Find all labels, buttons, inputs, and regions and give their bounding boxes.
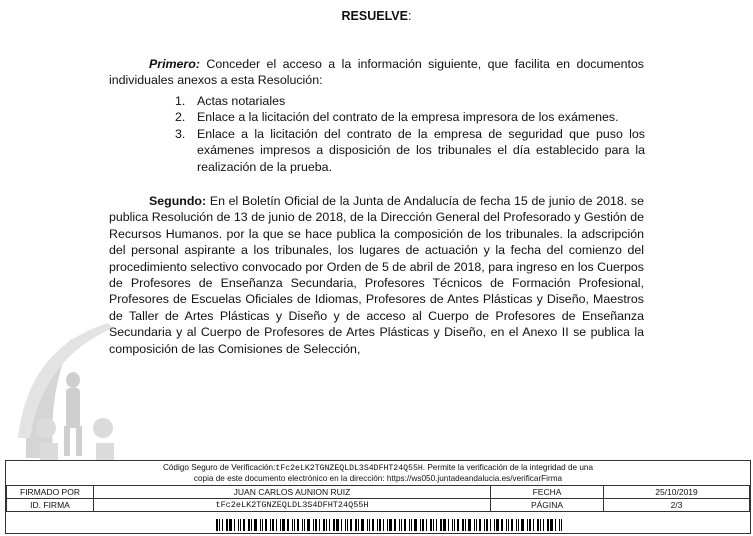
barcode-bar: [243, 519, 245, 531]
list-item-text: Enlace a la licitación del contrato de la empresa impresora de los exámenes.: [197, 110, 619, 125]
barcode-bar: [543, 519, 544, 531]
barcode-bar: [294, 519, 295, 531]
barcode-bar: [287, 519, 289, 531]
heading-colon: :: [407, 9, 412, 23]
barcode-bar: [226, 519, 228, 531]
heading-title: RESUELVE: [341, 9, 408, 23]
resolution-heading: [0, 9, 753, 23]
barcode-bar: [260, 519, 261, 531]
verification-notice: [6, 461, 750, 485]
barcode-bar: [319, 519, 320, 531]
barcode-bar: [304, 519, 305, 531]
barcode-bar: [355, 519, 357, 531]
barcode-bar: [251, 519, 252, 531]
barcode-bar: [426, 519, 427, 531]
document-list: [175, 93, 645, 175]
barcode-bar: [219, 519, 220, 531]
list-item-text: Actas notariales: [197, 94, 286, 108]
barcode-bar: [448, 519, 449, 531]
barcode-bar: [401, 519, 402, 531]
barcode-bar: [420, 519, 421, 531]
barcode-bar: [409, 519, 410, 531]
barcode-bar: [270, 519, 271, 531]
barcode-bar: [468, 519, 471, 531]
barcode-bar: [313, 519, 314, 531]
barcode-bar: [276, 519, 277, 531]
barcode-bar: [465, 519, 466, 531]
barcode-bar: [369, 519, 370, 531]
barcode-bar: [216, 519, 218, 531]
barcode-bar: [323, 519, 325, 531]
barcode-bar: [559, 519, 560, 531]
barcode-bar: [297, 519, 299, 531]
junta-andalucia-emblem-icon: [18, 318, 128, 463]
barcode-bar: [511, 519, 513, 531]
signature-id-value: tFc2eLK2TGNZEQLDL3S4DFHT24Q55H: [94, 499, 491, 512]
barcode-bar: [367, 519, 368, 531]
list-item-number: 1.: [175, 94, 186, 108]
barcode-bar: [533, 519, 534, 531]
barcode-bar: [506, 519, 507, 531]
segundo-lead: Segundo:: [149, 194, 207, 208]
barcode-bar: [222, 519, 223, 531]
barcode-bar: [443, 519, 446, 531]
barcode-bar: [433, 519, 434, 531]
signed-by-label: FIRMADO POR: [7, 486, 94, 499]
primero-lead: Primero:: [149, 57, 200, 71]
paragraph-segundo: [109, 193, 644, 357]
barcode-bar: [292, 519, 293, 531]
barcode-bar: [336, 519, 339, 531]
barcode-bar: [302, 519, 303, 531]
barcode-bar: [307, 519, 310, 531]
barcode-bar: [508, 519, 509, 531]
barcode-bar: [272, 519, 274, 531]
barcode-bar: [358, 519, 359, 531]
barcode-bar: [518, 519, 519, 531]
signature-table: [6, 485, 750, 512]
barcode-bar: [383, 519, 384, 531]
barcode-bar: [422, 519, 424, 531]
page-value: 2/3: [604, 499, 750, 512]
barcode-bar: [555, 519, 556, 531]
barcode-bar: [430, 519, 432, 531]
barcode-bar: [521, 519, 524, 531]
barcode-bar: [399, 519, 400, 531]
barcode-bar: [501, 519, 503, 531]
table-row: [7, 486, 750, 499]
list-item: [175, 109, 645, 125]
barcode-bar: [379, 519, 381, 531]
barcode-bar: [347, 519, 348, 531]
barcode-bar: [254, 519, 257, 531]
barcode-bar: [490, 519, 491, 531]
paragraph-primero: [109, 56, 644, 89]
barcode-bar: [240, 519, 241, 531]
segundo-text: En el Boletín Oficial de la Junta de Andalucía de fecha 15 de junio de 2018. se publica Resolución de 13 de junio de 2018, de la Dirección General del Profesorado y Gestión de Recursos Humanos. por la que se hace publica la composición de los tribunales. la adscripción del personal aspirante a los tribunales, los lugares de actuación y la fecha del comienzo del procedimiento selectivo convocado por Orden de 5 de abril de 2018, para ingreso en los Cuerpos de Profesores de Enseñanza Secundaria, Profesores Técnicos de Formación Profesional, Profesores de Escuelas Oficiales de Idiomas, Profesores de Antes Plásticas y Diseño, Maestros de Taller de Artes Plásticas y Diseño y de acceso al Cuerpo de Profesores de Enseñanza Secundaria y al Cuerpo de Profesores de Artes Plásticas y Diseño, en el Anexo II se publica la composición de las Comisiones de Selección,: [109, 194, 644, 356]
barcode-bar: [387, 519, 388, 531]
barcode-bar: [479, 519, 481, 531]
barcode-bar: [474, 519, 475, 531]
barcode-bar: [411, 519, 412, 531]
barcode-bar: [414, 519, 417, 531]
csv-code: tFc2eLK2TGNZEQLDL3S4DFHT24Q55H: [275, 464, 423, 473]
barcode-bar: [389, 519, 392, 531]
csv-text-2: copia de este documento electrónico en la dirección: https://ws050.juntadeandalucia.es/verificarFirma: [193, 473, 563, 483]
list-item-number: 3.: [175, 126, 186, 141]
date-label: FECHA: [491, 486, 604, 499]
barcode-bar: [234, 519, 235, 531]
date-value: 25/10/2019: [604, 486, 750, 499]
signature-id-label: ID. FIRMA: [7, 499, 94, 512]
list-item-text: Enlace a la licitación del contrato de la empresa de seguridad que puso los exámenes impresos a disposición de los tribunales el día establecido para la realización de la prueba.: [197, 126, 645, 174]
barcode-bar: [248, 519, 250, 531]
csv-text-1: . Permite la verificación de la integridad de una: [422, 463, 594, 472]
barcode-bar: [457, 519, 459, 531]
barcode-bar: [394, 519, 396, 531]
csv-label: Código Seguro de Verificación:: [162, 463, 276, 472]
barcode-bar: [345, 519, 346, 531]
barcode-bar: [452, 519, 453, 531]
barcode-bar: [462, 519, 464, 531]
barcode-bar: [280, 519, 281, 531]
list-item: [175, 93, 645, 109]
barcode-bar: [486, 519, 488, 531]
barcode-bar: [484, 519, 485, 531]
barcode-bar: [547, 519, 549, 531]
barcode-bar: [516, 519, 517, 531]
barcode-icon: [216, 519, 566, 531]
barcode-bar: [529, 519, 531, 531]
barcode-bar: [561, 519, 562, 531]
barcode-bar: [537, 519, 539, 531]
barcode-bar: [350, 519, 352, 531]
barcode-bar: [333, 519, 335, 531]
barcode-bar: [329, 519, 330, 531]
barcode-bar: [454, 519, 455, 531]
barcode-bar: [265, 519, 267, 531]
barcode-bar: [372, 519, 374, 531]
barcode-bar: [377, 519, 378, 531]
barcode-bar: [229, 519, 232, 531]
barcode-bar: [440, 519, 442, 531]
page-label: PÁGINA: [491, 499, 604, 512]
list-item-number: 2.: [175, 110, 186, 125]
barcode-bar: [326, 519, 327, 531]
barcode-bar: [494, 519, 495, 531]
barcode-bar: [540, 519, 541, 531]
barcode-bar: [262, 519, 263, 531]
barcode-bar: [476, 519, 477, 531]
barcode-bar: [361, 519, 364, 531]
list-item: [175, 126, 645, 175]
signed-by-value: JUAN CARLOS AUNION RUIZ: [94, 486, 491, 499]
barcode-bar: [341, 519, 342, 531]
barcode-bar: [238, 519, 239, 531]
barcode-bar: [315, 519, 317, 531]
primero-text: Conceder el acceso a la información siguiente, que facilita en documentos individuales anexos a esta Resolución:: [109, 57, 644, 88]
barcode-bar: [550, 519, 553, 531]
barcode-bar: [436, 519, 437, 531]
barcode-bar: [404, 519, 406, 531]
table-row: [7, 499, 750, 512]
barcode-bar: [282, 519, 285, 531]
barcode-bar: [527, 519, 528, 531]
barcode-bar: [496, 519, 499, 531]
